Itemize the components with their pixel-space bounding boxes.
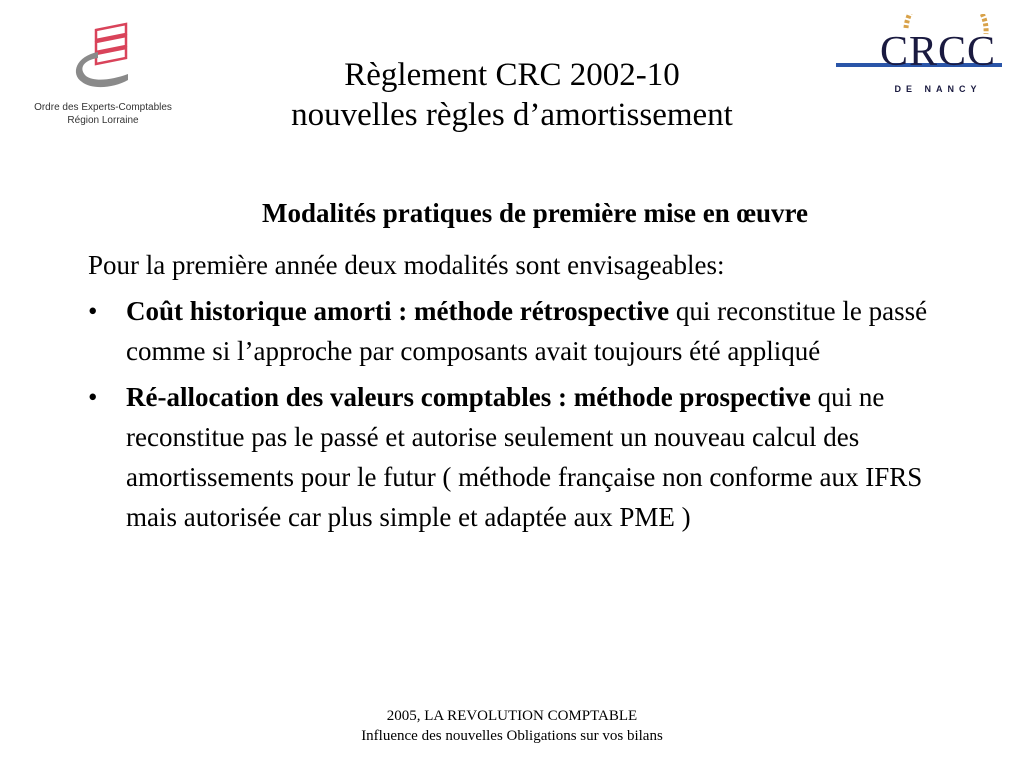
bullet-marker: •	[88, 296, 98, 326]
org-name-line2: Région Lorraine	[67, 115, 139, 126]
crcc-letters: CRCC	[879, 29, 997, 75]
bullet-2-text: qui ne reconstitue pas le passé et autorise seulement un nouveau calcul des amortissements pour le futur ( méthode française non conforme aux IFRS mais autorisée car plus simple et adaptée aux PME )	[126, 382, 923, 532]
intro-text: Pour la première année deux modalités sont envisageables:	[88, 250, 725, 280]
bullet-item-2	[88, 377, 928, 537]
title-line-2: nouvelles règles d’amortissement	[291, 97, 733, 133]
title-line-1: Règlement CRC 2002-10	[344, 57, 680, 93]
slide-body	[88, 245, 928, 537]
footer-line-1: 2005, LA REVOLUTION COMPTABLE	[386, 708, 638, 724]
slide-subtitle: Modalités pratiques de première mise en œuvre	[262, 198, 808, 228]
org-name-line1: Ordre des Experts-Comptables	[34, 102, 172, 113]
slide-footer	[212, 706, 812, 746]
bullet-1-bold: Coût historique amorti : méthode rétrospective	[126, 296, 670, 326]
crcc-subtitle: DE NANCY	[894, 84, 982, 94]
bullet-item-1	[88, 291, 928, 371]
slide-title	[160, 55, 864, 135]
bullet-1-text: qui reconstitue le passé comme si l’approche par composants avait toujours été appliqué	[126, 296, 928, 366]
footer-line-2: Influence des nouvelles Obligations sur vos bilans	[361, 728, 663, 744]
bullet-2-bold: Ré-allocation des valeurs comptables : méthode prospective	[126, 382, 811, 412]
oec-emblem-icon	[68, 22, 138, 94]
bullet-marker: •	[88, 382, 98, 412]
